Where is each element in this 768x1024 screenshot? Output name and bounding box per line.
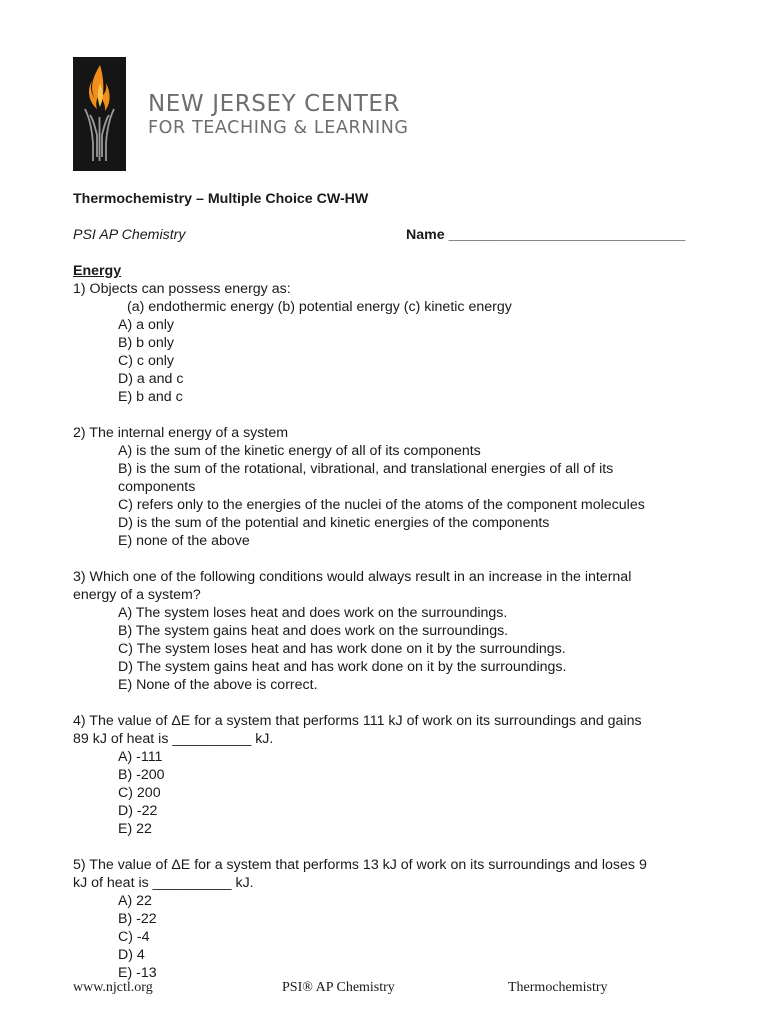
section-heading: Energy [73,263,122,279]
answer-option: A) -111 [118,749,163,765]
answer-option: B) b only [118,335,174,351]
answer-option: C) c only [118,353,174,369]
question-stem: 5) The value of ΔE for a system that performs 13 kJ of work on its surroundings and loses 9 [73,857,647,873]
answer-option: D) -22 [118,803,158,819]
question-5 [73,856,713,982]
answer-option: E) 22 [118,821,152,837]
answer-option: D) is the sum of the potential and kinetic energies of the components [118,515,550,531]
answer-option: E) None of the above is correct. [118,677,318,693]
org-name-line2: FOR TEACHING & LEARNING [148,118,409,138]
answer-option: B) The system gains heat and does work on the surroundings. [118,623,509,639]
answer-option: C) The system loses heat and has work done on it by the surroundings. [118,641,566,657]
answer-option: D) The system gains heat and has work done on it by the surroundings. [118,659,567,675]
answer-option: B) is the sum of the rotational, vibrational, and translational energies of all of its components [118,461,614,495]
answer-option: E) none of the above [118,533,250,549]
answer-option: A) a only [118,317,174,333]
answer-option: B) -22 [118,911,157,927]
question-list [73,262,713,982]
answer-option: A) The system loses heat and does work on the surroundings. [118,605,508,621]
question-stem: 2) The internal energy of a system [73,425,289,441]
footer-website: www.njctl.org [73,980,153,995]
org-name-line1: NEW JERSEY CENTER [148,91,401,117]
question-stem-cont: 89 kJ of heat is __________ kJ. [73,731,274,747]
answer-option: D) a and c [118,371,184,387]
answer-option: B) -200 [118,767,165,783]
question-stem-cont: energy of a system? [73,587,201,603]
answer-option: C) refers only to the energies of the nuclei of the atoms of the component molecules [118,497,645,513]
torch-icon [73,57,126,171]
footer-topic: Thermochemistry [508,980,608,995]
answer-option: E) -13 [118,965,157,981]
footer-course: PSI® AP Chemistry [282,980,395,995]
logo-mark [73,57,126,171]
course-label: PSI AP Chemistry [73,227,186,243]
name-field-label: Name ______________________________ [406,227,686,243]
question-3 [73,568,713,694]
answer-option: C) -4 [118,929,150,945]
answer-option: A) is the sum of the kinetic energy of all of its components [118,443,481,459]
question-stem: 1) Objects can possess energy as: [73,281,291,297]
answer-option: A) 22 [118,893,152,909]
question-2 [73,424,713,550]
answer-option: E) b and c [118,389,183,405]
worksheet-title: Thermochemistry – Multiple Choice CW-HW [73,191,369,207]
question-4 [73,712,713,838]
question-sublist: (a) endothermic energy (b) potential energy (c) kinetic energy [127,299,512,315]
question-stem: 3) Which one of the following conditions would always result in an increase in the internal [73,569,632,585]
question-stem-cont: kJ of heat is __________ kJ. [73,875,254,891]
answer-option: D) 4 [118,947,145,963]
question-stem: 4) The value of ΔE for a system that performs 111 kJ of work on its surroundings and gains [73,713,642,729]
question-1 [73,280,713,406]
answer-option: C) 200 [118,785,161,801]
